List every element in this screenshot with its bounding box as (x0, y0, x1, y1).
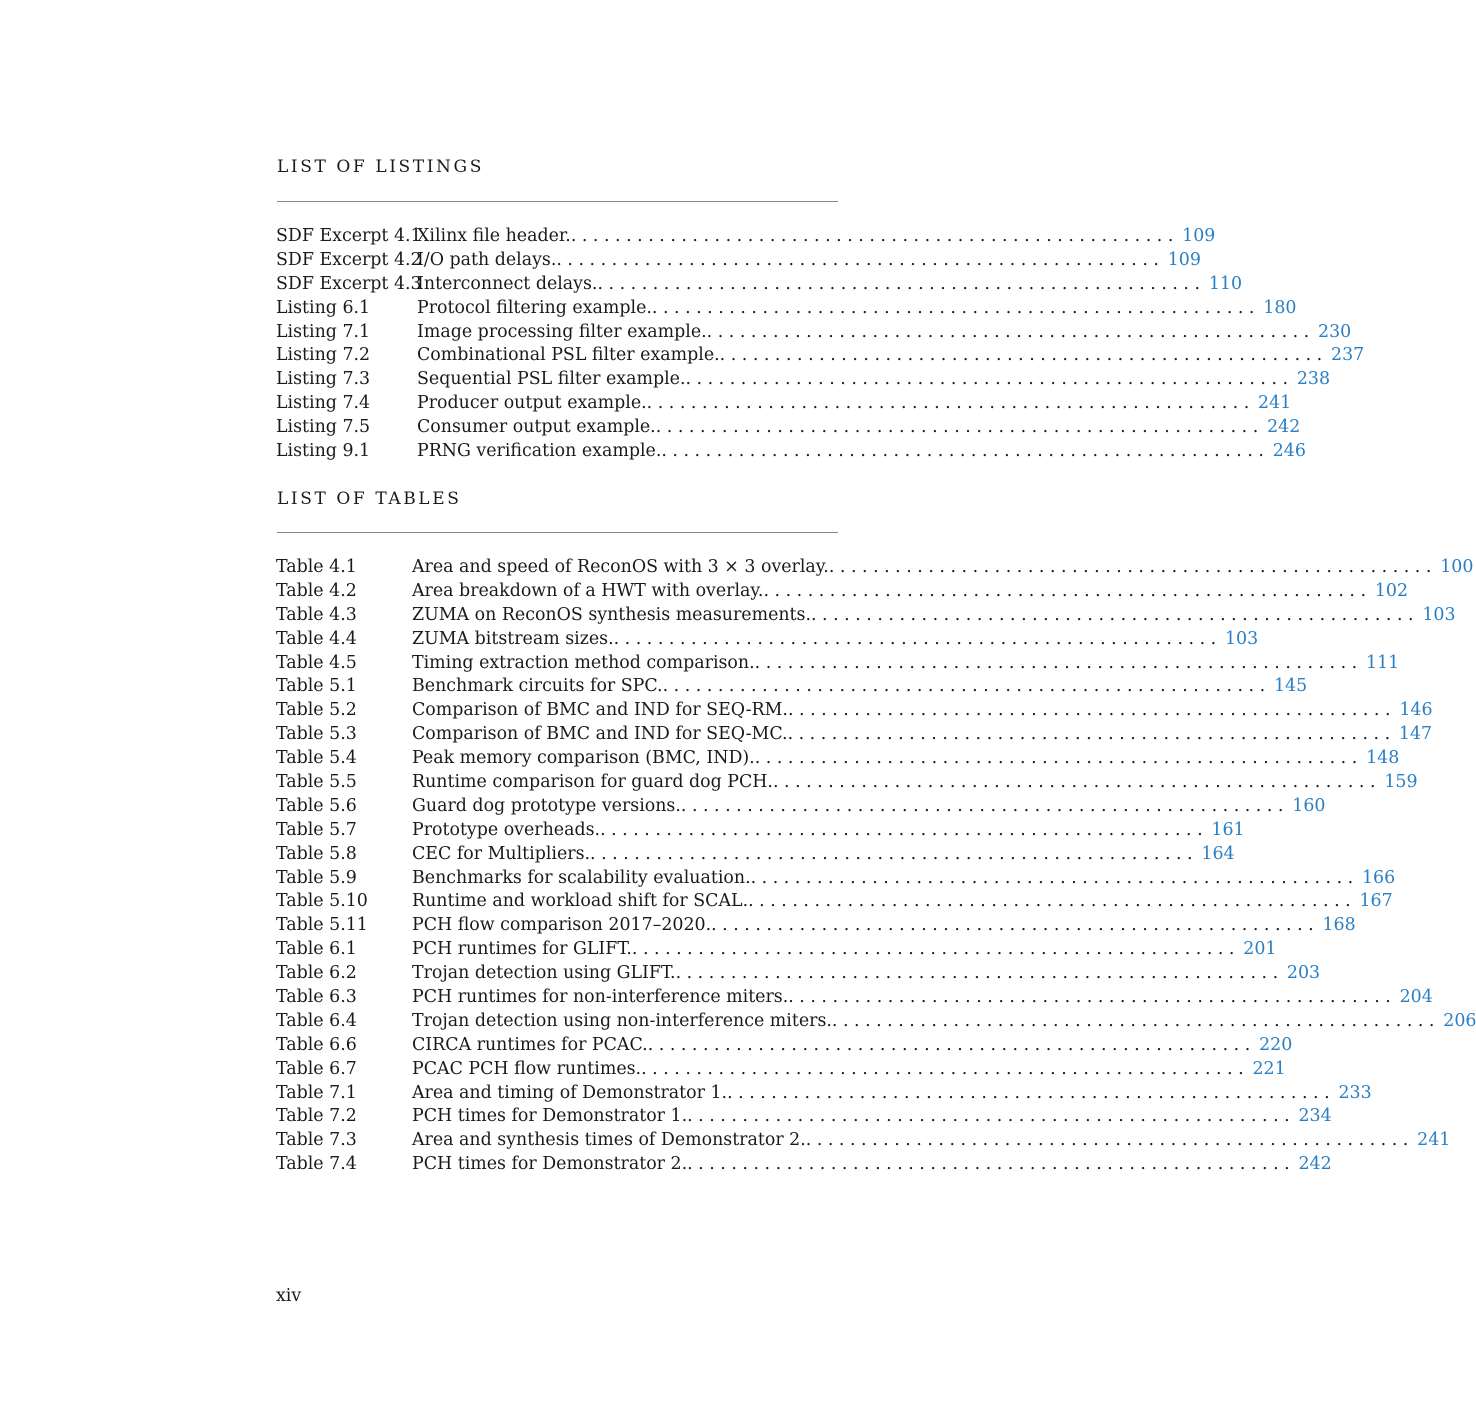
toc-entry[interactable] (276, 939, 1277, 963)
entry-label: Table 6.1 (276, 939, 357, 960)
dot-leader (788, 700, 1391, 720)
dot-leader (652, 298, 1255, 318)
toc-entry[interactable] (276, 393, 1292, 417)
dot-leader (590, 844, 1193, 864)
entry-page-link[interactable]: 203 (1286, 963, 1321, 984)
dot-leader (571, 226, 1174, 246)
entry-page-link[interactable]: 164 (1201, 843, 1235, 864)
toc-entry[interactable] (276, 700, 1433, 724)
toc-entry[interactable] (276, 1082, 1372, 1107)
listings-list (276, 226, 1365, 465)
toc-entry[interactable] (276, 1154, 1332, 1178)
toc-entry[interactable] (276, 915, 1356, 939)
entry-page-link[interactable]: 204 (1399, 987, 1433, 1008)
dot-leader (755, 653, 1358, 673)
entry-page-link[interactable]: 241 (1258, 393, 1292, 414)
dot-leader (597, 274, 1200, 294)
entry-label: Table 5.6 (276, 795, 357, 816)
entry-label: Listing 7.1 (276, 321, 371, 342)
entry-page-link[interactable]: 103 (1224, 628, 1259, 649)
entry-label: Listing 7.2 (276, 345, 371, 366)
entry-page-link[interactable]: 145 (1273, 676, 1308, 697)
dot-leader (614, 629, 1217, 649)
dot-leader (811, 605, 1414, 625)
entry-label: Table 4.3 (276, 604, 357, 625)
entry-label: Table 6.3 (276, 987, 357, 1008)
entry-title: Combinational PSL filter example. (417, 345, 720, 366)
dot-leader (600, 820, 1203, 840)
entry-title: CIRCA runtimes for PCAC. (412, 1034, 648, 1055)
entry-label: Table 6.6 (276, 1034, 357, 1055)
entry-title: Producer output example. (417, 393, 647, 414)
entry-label: Table 4.2 (276, 580, 357, 601)
dot-leader (711, 915, 1314, 935)
dot-leader (829, 557, 1432, 577)
entry-label: SDF Excerpt 4.1 (276, 226, 422, 246)
entry-title: Benchmark circuits for SPC. (412, 676, 663, 697)
dot-leader (788, 987, 1391, 1007)
toc-entry[interactable] (276, 1106, 1332, 1130)
dot-leader (687, 1154, 1290, 1174)
entry-page-link[interactable]: 201 (1243, 939, 1277, 960)
entry-page-link[interactable]: 160 (1292, 795, 1326, 816)
toc-entry[interactable] (276, 652, 1400, 677)
entry-title: PCH times for Demonstrator 1. (412, 1106, 688, 1127)
entry-title: Protocol filtering example. (417, 297, 652, 318)
entry-page-link[interactable]: 246 (1272, 441, 1306, 462)
entry-label: Table 7.2 (276, 1106, 357, 1127)
toc-entry[interactable] (276, 819, 1245, 844)
entry-title: Area and synthesis times of Demonstrator 2. (412, 1130, 806, 1151)
entry-label: Table 4.4 (276, 628, 357, 649)
entry-title: Image processing filter example. (417, 321, 707, 342)
toc-entry[interactable] (276, 441, 1306, 465)
entry-label: Table 7.3 (276, 1130, 357, 1151)
entry-page-link[interactable]: 221 (1252, 1058, 1286, 1079)
dot-leader (681, 796, 1284, 816)
listings-rule (277, 201, 838, 202)
entry-title: Area breakdown of a HWT with overlay. (412, 580, 764, 601)
entry-page-link[interactable]: 109 (1182, 226, 1216, 246)
entry-label: Table 5.4 (276, 748, 357, 769)
entry-page-link[interactable]: 167 (1359, 891, 1393, 912)
entry-label: Listing 7.3 (276, 369, 371, 390)
entry-page-link[interactable]: 159 (1384, 772, 1418, 793)
entry-page-link[interactable]: 100 (1440, 557, 1474, 577)
entry-page-link[interactable]: 110 (1208, 273, 1243, 294)
entry-label: Listing 9.1 (276, 441, 371, 462)
entry-label: Listing 7.4 (276, 393, 371, 414)
entry-page-link[interactable]: 238 (1296, 369, 1331, 390)
toc-entry[interactable] (276, 1058, 1286, 1083)
entry-title: I/O path delays. (417, 249, 557, 270)
entry-title: Comparison of BMC and IND for SEQ-MC. (412, 724, 788, 745)
toc-entry[interactable] (276, 963, 1321, 987)
list-of-listings-heading: LIST OF LISTINGS (277, 157, 484, 177)
toc-entry[interactable] (276, 1130, 1451, 1154)
entry-title: Sequential PSL filter example. (417, 369, 686, 390)
dot-leader (763, 581, 1366, 601)
entry-label: Table 4.5 (276, 652, 357, 673)
entry-page-link[interactable]: 111 (1366, 652, 1400, 673)
toc-entry[interactable] (276, 724, 1433, 748)
entry-title: Xilinx file header. (417, 226, 571, 246)
entry-title: ZUMA bitstream sizes. (412, 628, 614, 649)
entry-title: Area and speed of ReconOS with 3 × 3 overlay. (412, 557, 829, 577)
toc-entry[interactable] (276, 867, 1396, 892)
entry-page-link[interactable]: 161 (1211, 819, 1245, 840)
entry-page-link[interactable]: 233 (1338, 1082, 1372, 1103)
dot-leader (641, 1059, 1244, 1079)
dot-leader (832, 1011, 1435, 1031)
entry-label: Table 4.1 (276, 557, 357, 577)
toc-entry[interactable] (276, 628, 1259, 653)
entry-page-link[interactable]: 234 (1298, 1106, 1332, 1127)
entry-label: Table 5.11 (276, 915, 368, 936)
dot-leader (686, 369, 1289, 389)
entry-page-link[interactable]: 180 (1263, 297, 1297, 318)
dot-leader (676, 963, 1279, 983)
entry-label: Table 7.4 (276, 1154, 357, 1175)
dot-leader (632, 939, 1235, 959)
dot-leader (806, 1130, 1409, 1150)
toc-entry[interactable] (276, 748, 1400, 772)
toc-entry[interactable] (276, 1010, 1476, 1035)
entry-label: Table 5.1 (276, 676, 357, 697)
entry-label: Table 6.4 (276, 1010, 357, 1031)
entry-title: Interconnect delays. (417, 273, 598, 294)
toc-entry[interactable] (276, 321, 1352, 346)
entry-title: ZUMA on ReconOS synthesis measurements. (412, 604, 811, 625)
toc-entry[interactable] (276, 297, 1297, 322)
entry-page-link[interactable]: 109 (1167, 249, 1201, 270)
entry-title: PCH runtimes for non-interference miters. (412, 987, 789, 1008)
entry-title: PCH times for Demonstrator 2. (412, 1154, 688, 1175)
entry-title: Guard dog prototype versions. (412, 795, 681, 816)
dot-leader (755, 748, 1358, 768)
entry-label: Table 6.2 (276, 963, 357, 984)
toc-entry[interactable] (276, 843, 1235, 868)
entry-page-link[interactable]: 102 (1374, 580, 1409, 601)
entry-label: Table 7.1 (276, 1082, 357, 1103)
toc-entry[interactable] (276, 1034, 1293, 1059)
entry-label: Table 5.2 (276, 700, 357, 721)
toc-entry[interactable] (276, 273, 1243, 298)
dot-leader (788, 724, 1391, 744)
entry-label: SDF Excerpt 4.3 (276, 273, 422, 294)
toc-entry[interactable] (276, 604, 1456, 629)
entry-page-link[interactable]: 147 (1398, 724, 1433, 745)
entry-title: PRNG verification example. (417, 441, 662, 462)
entry-title: Consumer output example. (417, 417, 656, 438)
entry-page-link[interactable]: 230 (1318, 321, 1352, 342)
entry-label: Table 5.10 (276, 891, 368, 912)
toc-entry[interactable] (276, 987, 1433, 1011)
entry-label: Table 5.5 (276, 772, 357, 793)
entry-title: Trojan detection using GLIFT. (412, 963, 676, 984)
entry-page-link[interactable]: 146 (1399, 700, 1433, 721)
entry-title: Area and timing of Demonstrator 1. (412, 1082, 728, 1103)
toc-entry[interactable] (276, 369, 1331, 393)
entry-page-link[interactable]: 220 (1259, 1034, 1293, 1055)
entry-page-link[interactable]: 242 (1298, 1154, 1332, 1175)
entry-label: Listing 6.1 (276, 297, 371, 318)
dot-leader (720, 345, 1323, 365)
entry-title: Comparison of BMC and IND for SEQ-RM. (412, 700, 788, 721)
dot-leader (751, 868, 1354, 888)
entry-page-link[interactable]: 103 (1422, 604, 1456, 625)
toc-entry[interactable] (276, 557, 1474, 581)
entry-label: Listing 7.5 (276, 417, 371, 438)
entry-page-link[interactable]: 166 (1361, 867, 1396, 888)
toc-entry[interactable] (276, 891, 1393, 915)
dot-leader (727, 1083, 1330, 1103)
entry-title: CEC for Multipliers. (412, 843, 591, 864)
dot-leader (656, 417, 1259, 437)
entry-label: Table 5.9 (276, 867, 357, 888)
entry-title: Prototype overheads. (412, 819, 601, 840)
tables-list (276, 557, 1476, 1178)
toc-entry[interactable] (276, 772, 1418, 796)
entry-label: Table 5.3 (276, 724, 357, 745)
entry-page-link[interactable]: 241 (1417, 1130, 1451, 1151)
dot-leader (773, 772, 1376, 792)
dot-leader (556, 250, 1159, 270)
entry-title: Peak memory comparison (BMC, IND). (412, 748, 755, 769)
entry-page-link[interactable]: 242 (1267, 417, 1301, 438)
entry-label: SDF Excerpt 4.2 (276, 249, 422, 270)
entry-page-link[interactable]: 148 (1366, 748, 1400, 769)
entry-title: Runtime comparison for guard dog PCH. (412, 772, 773, 793)
entry-label: Table 5.7 (276, 819, 357, 840)
entry-title: Timing extraction method comparison. (412, 652, 755, 673)
dot-leader (687, 1106, 1290, 1126)
entry-title: Trojan detection using non-interference miters. (412, 1010, 832, 1031)
list-of-tables-heading: LIST OF TABLES (277, 489, 462, 509)
entry-page-link[interactable]: 237 (1331, 345, 1365, 366)
dot-leader (648, 1035, 1251, 1055)
entry-title: PCAC PCH flow runtimes. (412, 1058, 642, 1079)
dot-leader (661, 441, 1264, 461)
dot-leader (707, 322, 1310, 342)
toc-entry[interactable] (276, 345, 1365, 369)
dot-leader (663, 676, 1266, 696)
entry-title: PCH flow comparison 2017–2020. (412, 915, 712, 936)
tables-rule (277, 532, 838, 533)
dot-leader (647, 393, 1250, 413)
toc-entry[interactable] (276, 249, 1201, 274)
dot-leader (748, 891, 1351, 911)
toc-entry[interactable] (276, 795, 1326, 820)
toc-entry[interactable] (276, 676, 1308, 700)
entry-label: Table 5.8 (276, 843, 357, 864)
page-number: xiv (276, 1286, 302, 1306)
toc-entry[interactable] (276, 580, 1409, 605)
entry-title: Benchmarks for scalability evaluation. (412, 867, 751, 888)
entry-title: Runtime and workload shift for SCAL. (412, 891, 749, 912)
entry-page-link[interactable]: 206 (1443, 1010, 1476, 1031)
entry-page-link[interactable]: 168 (1322, 915, 1356, 936)
toc-entry[interactable] (276, 417, 1301, 441)
toc-entry[interactable] (276, 226, 1216, 250)
entry-title: PCH runtimes for GLIFT. (412, 939, 632, 960)
entry-label: Table 6.7 (276, 1058, 357, 1079)
